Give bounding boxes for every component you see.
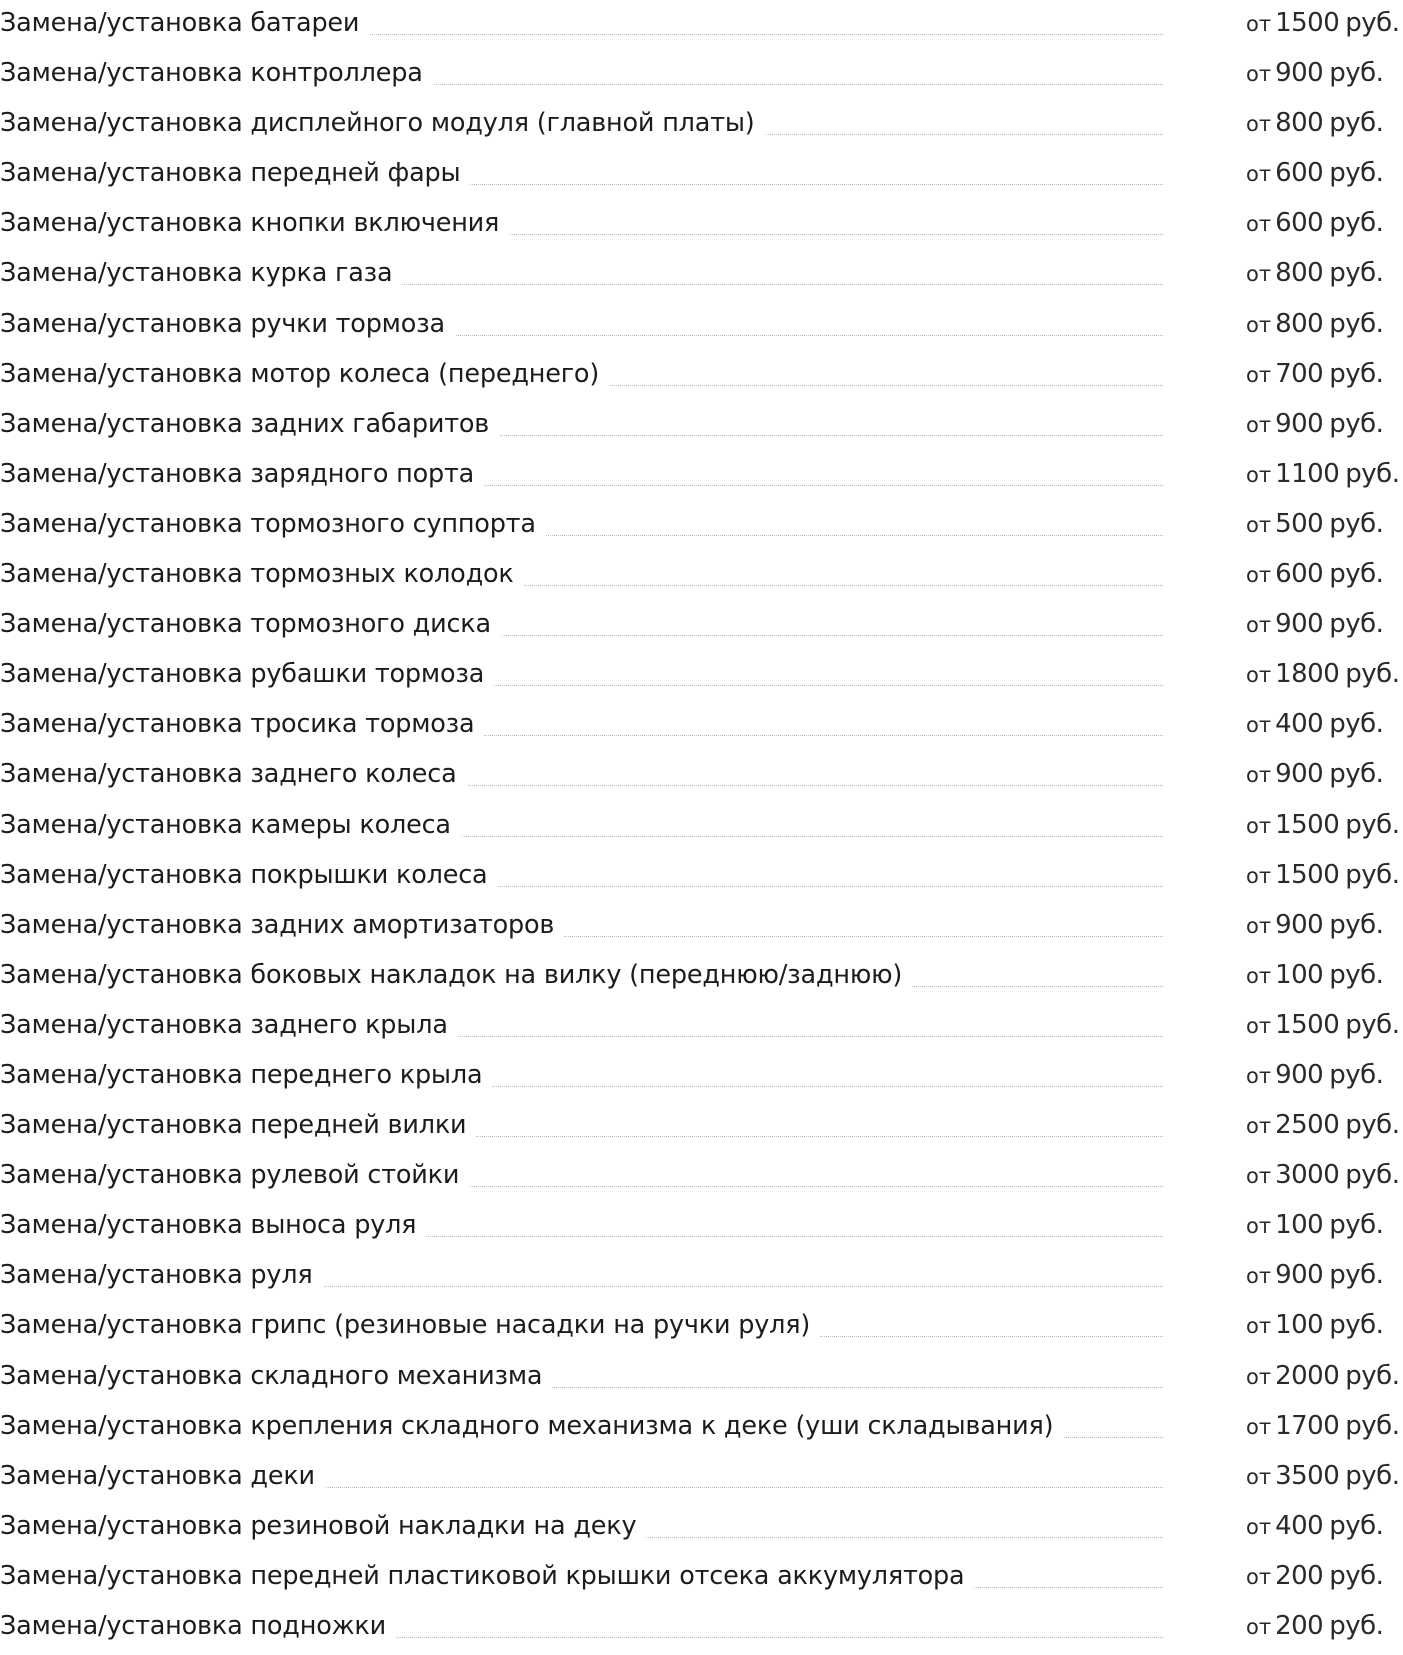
service-name: Замена/установка дисплейного модуля (главной платы): [0, 108, 765, 138]
price-prefix: от: [1246, 462, 1272, 487]
service-price: [1246, 659, 1399, 692]
price-amount: 400: [1275, 709, 1324, 740]
price-unit: руб.: [1329, 1510, 1384, 1541]
service-price: [1246, 158, 1383, 191]
service-name: Замена/установка тормозного суппорта: [0, 509, 546, 539]
price-prefix: от: [1246, 1464, 1272, 1489]
price-unit: руб.: [1329, 508, 1384, 539]
price-row: [0, 1355, 1403, 1405]
price-row: [0, 1254, 1403, 1304]
price-row: [0, 202, 1403, 252]
price-unit: руб.: [1345, 458, 1400, 489]
price-unit: руб.: [1329, 1260, 1384, 1291]
price-unit: руб.: [1329, 909, 1384, 940]
service-price: [1246, 1361, 1399, 1394]
service-price: [1246, 1110, 1399, 1143]
price-prefix: от: [1246, 162, 1272, 187]
price-prefix: от: [1246, 1063, 1272, 1088]
price-amount: 3000: [1275, 1160, 1340, 1191]
service-price: [1246, 709, 1383, 742]
service-name: Замена/установка заднего колеса: [0, 759, 467, 789]
service-name: Замена/установка курка газа: [0, 258, 402, 288]
service-name: Замена/установка руля: [0, 1260, 323, 1290]
service-price: [1246, 910, 1383, 943]
price-amount: 200: [1275, 1611, 1324, 1641]
price-amount: 900: [1275, 759, 1324, 790]
service-price: [1246, 108, 1383, 141]
price-prefix: от: [1246, 512, 1272, 537]
price-unit: руб.: [1329, 308, 1384, 339]
service-price: [1246, 1210, 1383, 1243]
price-prefix: от: [1246, 813, 1272, 838]
service-price: [1246, 509, 1383, 542]
price-prefix: от: [1246, 763, 1272, 788]
price-unit: руб.: [1329, 609, 1384, 640]
price-amount: 2000: [1275, 1360, 1340, 1391]
price-prefix: от: [1246, 963, 1272, 988]
service-price: [1246, 860, 1399, 893]
price-row: [0, 1455, 1403, 1505]
service-price: [1246, 409, 1383, 442]
price-prefix: от: [1246, 1013, 1272, 1038]
service-price: [1246, 258, 1383, 291]
price-row: [0, 303, 1403, 353]
service-name: Замена/установка батареи: [0, 8, 369, 38]
price-unit: руб.: [1329, 1059, 1384, 1090]
price-unit: руб.: [1345, 8, 1400, 38]
service-price: [1246, 1160, 1399, 1193]
service-name: Замена/установка контроллера: [0, 58, 433, 88]
price-prefix: от: [1246, 1264, 1272, 1289]
service-name: Замена/установка деки: [0, 1461, 325, 1491]
price-unit: руб.: [1329, 258, 1384, 289]
price-unit: руб.: [1329, 759, 1384, 790]
price-prefix: от: [1246, 613, 1272, 638]
price-prefix: от: [1246, 1615, 1272, 1639]
price-amount: 400: [1275, 1510, 1324, 1541]
price-prefix: от: [1246, 1314, 1272, 1339]
price-amount: 100: [1275, 1310, 1324, 1341]
price-unit: руб.: [1345, 1360, 1400, 1391]
price-row: [0, 353, 1403, 403]
price-prefix: от: [1246, 62, 1272, 87]
price-amount: 600: [1275, 208, 1324, 239]
service-name: Замена/установка грипс (резиновые насадки на ручки руля): [0, 1310, 820, 1340]
price-row: [0, 102, 1403, 152]
price-prefix: от: [1246, 412, 1272, 437]
price-unit: руб.: [1329, 108, 1384, 139]
price-prefix: от: [1246, 212, 1272, 237]
price-unit: руб.: [1329, 1310, 1384, 1341]
service-name: Замена/установка рулевой стойки: [0, 1160, 469, 1190]
service-name: Замена/установка ручки тормоза: [0, 309, 455, 339]
price-unit: руб.: [1345, 859, 1400, 890]
price-amount: 900: [1275, 909, 1324, 940]
price-amount: 1500: [1275, 809, 1340, 840]
price-unit: руб.: [1345, 809, 1400, 840]
service-price: [1246, 359, 1383, 392]
price-prefix: от: [1246, 1214, 1272, 1239]
price-amount: 1500: [1275, 8, 1340, 38]
price-prefix: от: [1246, 112, 1272, 137]
service-name: Замена/установка тормозного диска: [0, 609, 501, 639]
service-name: Замена/установка тросика тормоза: [0, 709, 484, 739]
price-prefix: от: [1246, 1514, 1272, 1539]
service-price: [1246, 960, 1383, 993]
service-name: Замена/установка камеры колеса: [0, 810, 461, 840]
price-amount: 900: [1275, 58, 1324, 89]
price-unit: руб.: [1345, 1460, 1400, 1491]
service-name: Замена/установка складного механизма: [0, 1361, 552, 1391]
price-amount: 1500: [1275, 1009, 1340, 1040]
price-row: [0, 854, 1403, 904]
price-unit: руб.: [1329, 358, 1384, 389]
service-price: [1246, 1461, 1399, 1494]
price-unit: руб.: [1329, 959, 1384, 990]
price-unit: руб.: [1329, 1611, 1384, 1641]
price-prefix: от: [1246, 1564, 1272, 1589]
price-row: [0, 52, 1403, 102]
price-unit: руб.: [1329, 559, 1384, 590]
service-name: Замена/установка задних габаритов: [0, 409, 499, 439]
price-prefix: от: [1246, 863, 1272, 888]
price-amount: 700: [1275, 358, 1324, 389]
price-prefix: от: [1246, 713, 1272, 738]
service-name: Замена/установка передней фары: [0, 158, 470, 188]
price-amount: 600: [1275, 158, 1324, 189]
service-name: Замена/установка тормозных колодок: [0, 559, 524, 589]
price-row: [0, 1204, 1403, 1254]
price-prefix: от: [1246, 1364, 1272, 1389]
price-amount: 800: [1275, 258, 1324, 289]
service-price: [1246, 810, 1399, 843]
price-unit: руб.: [1345, 659, 1400, 690]
service-price: [1246, 1010, 1399, 1043]
price-amount: 600: [1275, 559, 1324, 590]
price-unit: руб.: [1329, 709, 1384, 740]
price-row: [0, 1104, 1403, 1154]
price-unit: руб.: [1345, 1009, 1400, 1040]
service-price: [1246, 58, 1383, 91]
price-prefix: от: [1246, 913, 1272, 938]
service-price: [1246, 1260, 1383, 1293]
price-row: [0, 453, 1403, 503]
service-price: [1246, 1561, 1383, 1594]
price-row: [0, 553, 1403, 603]
price-row: [0, 1505, 1403, 1555]
service-price: [1246, 1060, 1383, 1093]
price-amount: 1800: [1275, 659, 1340, 690]
service-price: [1246, 1611, 1383, 1644]
service-price: [1246, 609, 1383, 642]
price-prefix: от: [1246, 362, 1272, 387]
price-prefix: от: [1246, 663, 1272, 688]
price-row: [0, 653, 1403, 703]
price-prefix: от: [1246, 312, 1272, 337]
price-amount: 1500: [1275, 859, 1340, 890]
price-row: [0, 1004, 1403, 1054]
service-name: Замена/установка заднего крыла: [0, 1010, 458, 1040]
price-unit: руб.: [1329, 1560, 1384, 1591]
price-unit: руб.: [1345, 1160, 1400, 1191]
price-amount: 100: [1275, 1210, 1324, 1241]
price-row: [0, 152, 1403, 202]
price-unit: руб.: [1345, 1410, 1400, 1441]
service-name: Замена/установка крепления складного механизма к деке (уши складывания): [0, 1411, 1063, 1441]
service-price: [1246, 208, 1383, 241]
service-name: Замена/установка переднего крыла: [0, 1060, 492, 1090]
service-price: [1246, 309, 1383, 342]
price-row: [0, 1154, 1403, 1204]
price-row: [0, 252, 1403, 302]
price-amount: 900: [1275, 408, 1324, 439]
price-amount: 900: [1275, 1059, 1324, 1090]
price-row: [0, 1605, 1403, 1655]
price-row: [0, 954, 1403, 1004]
service-price: [1246, 759, 1383, 792]
service-name: Замена/установка боковых накладок на вилку (переднюю/заднюю): [0, 960, 912, 990]
service-price: [1246, 8, 1399, 41]
service-price: [1246, 459, 1399, 492]
price-row: [0, 804, 1403, 854]
price-row: [0, 753, 1403, 803]
service-name: Замена/установка кнопки включения: [0, 208, 509, 238]
service-name: Замена/установка выноса руля: [0, 1210, 426, 1240]
price-amount: 100: [1275, 959, 1324, 990]
service-price: [1246, 1411, 1399, 1444]
price-row: [0, 1304, 1403, 1354]
price-unit: руб.: [1329, 208, 1384, 239]
price-row: [0, 1555, 1403, 1605]
price-prefix: от: [1246, 1164, 1272, 1189]
price-amount: 900: [1275, 1260, 1324, 1291]
price-prefix: от: [1246, 563, 1272, 588]
service-price: [1246, 1310, 1383, 1343]
price-unit: руб.: [1329, 158, 1384, 189]
service-price: [1246, 559, 1383, 592]
service-name: Замена/установка покрышки колеса: [0, 860, 497, 890]
price-unit: руб.: [1329, 408, 1384, 439]
service-name: Замена/установка передней пластиковой крышки отсека аккумулятора: [0, 1561, 974, 1591]
price-row: [0, 1054, 1403, 1104]
price-amount: 500: [1275, 508, 1324, 539]
price-prefix: от: [1246, 262, 1272, 287]
price-unit: руб.: [1345, 1110, 1400, 1141]
price-amount: 200: [1275, 1560, 1324, 1591]
service-name: Замена/установка рубашки тормоза: [0, 659, 494, 689]
price-row: [0, 703, 1403, 753]
price-amount: 3500: [1275, 1460, 1340, 1491]
price-row: [0, 904, 1403, 954]
price-unit: руб.: [1329, 1210, 1384, 1241]
price-amount: 900: [1275, 609, 1324, 640]
service-name: Замена/установка задних амортизаторов: [0, 910, 564, 940]
price-amount: 1700: [1275, 1410, 1340, 1441]
price-amount: 800: [1275, 308, 1324, 339]
price-prefix: от: [1246, 1414, 1272, 1439]
price-row: [0, 2, 1403, 52]
service-name: Замена/установка подножки: [0, 1611, 396, 1641]
price-row: [0, 1405, 1403, 1455]
price-amount: 1100: [1275, 458, 1340, 489]
price-prefix: от: [1246, 12, 1272, 36]
service-name: Замена/установка резиновой накладки на деку: [0, 1511, 646, 1541]
price-row: [0, 403, 1403, 453]
price-prefix: от: [1246, 1114, 1272, 1139]
service-name: Замена/установка зарядного порта: [0, 459, 484, 489]
price-row: [0, 603, 1403, 653]
service-name: Замена/установка мотор колеса (переднего): [0, 359, 609, 389]
price-amount: 2500: [1275, 1110, 1340, 1141]
service-name: Замена/установка передней вилки: [0, 1110, 476, 1140]
price-unit: руб.: [1329, 58, 1384, 89]
price-row: [0, 503, 1403, 553]
service-price: [1246, 1511, 1383, 1544]
price-amount: 800: [1275, 108, 1324, 139]
